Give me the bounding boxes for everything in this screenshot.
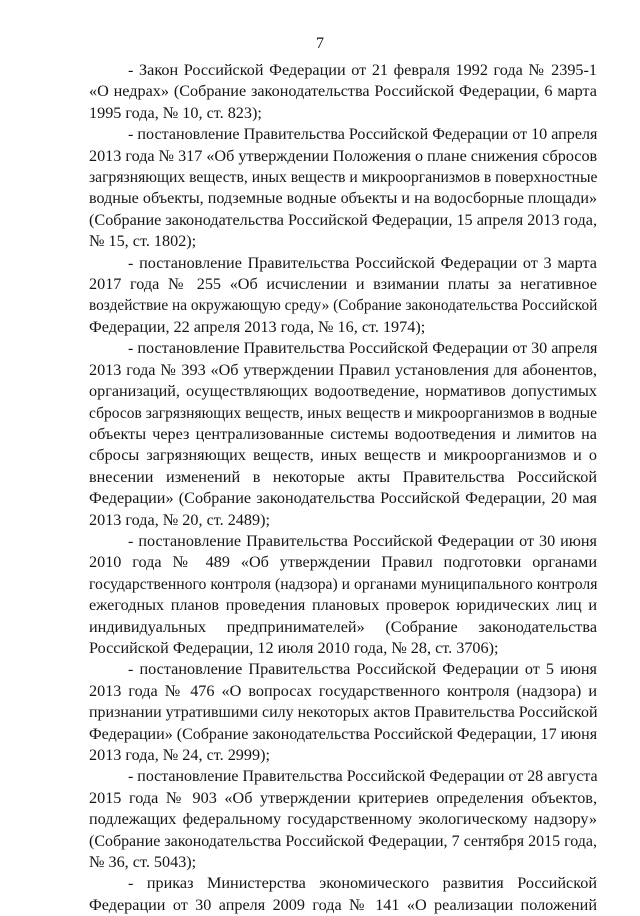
text-line: - постановление Правительства Российской Федерации от 3 марта	[128, 253, 597, 272]
text-line: - постановление Правительства Российской Федерации от 28 августа	[128, 768, 598, 786]
text-line: № 36, ст. 5043);	[89, 853, 197, 872]
text-line: 2013 года № 476 «О вопросах государственного контроля (надзора) и	[89, 681, 597, 700]
text-line: (Собрание законодательства Российской Федерации, 15 апреля 2013 года,	[89, 210, 597, 229]
text-line: ежегодных планов проведения плановых проверок юридических лиц и	[89, 596, 597, 615]
legal-reference-item	[89, 531, 597, 659]
text-line: сбросы загрязняющих веществ, иных веществ и микроорганизмов и о	[89, 446, 597, 465]
text-line: Федерации от 30 апреля 2009 года № 141 «О реализации положений	[89, 895, 597, 914]
text-line: - постановление Правительства Российской Федерации от 5 июня	[128, 660, 597, 679]
text-line: водные объекты, подземные водные объекты и на водосборные площади»	[89, 190, 597, 208]
legal-reference-item	[89, 124, 597, 252]
legal-reference-item	[89, 338, 597, 531]
text-line: 2013 года № 393 «Об утверждении Правил установления для абонентов,	[89, 360, 597, 379]
text-line: признании утратившими силу некоторых актов Правительства Российской	[89, 704, 598, 722]
text-line: 2017 года № 255 «Об исчислении и взимании платы за негативное	[89, 275, 597, 294]
text-line: Федерации» (Собрание законодательства Российской Федерации, 20 мая	[89, 489, 597, 508]
text-line: - постановление Правительства Российской Федерации от 30 апреля	[128, 340, 598, 358]
legal-reference-item	[89, 253, 597, 339]
legal-reference-item	[89, 659, 597, 766]
text-line: «О недрах» (Собрание законодательства Российской Федерации, 6 марта	[89, 82, 597, 101]
text-line: внесении изменений в некоторые акты Правительства Российской	[89, 467, 597, 486]
text-line: государственного контроля (надзора) и органами муниципального контроля	[89, 575, 598, 593]
text-line: Федерации, 22 апреля 2013 года, № 16, ст. 1974);	[89, 317, 426, 336]
text-line: 1995 года, № 10, ст. 823);	[89, 103, 262, 122]
text-line: - постановление Правительства Российской Федерации от 10 апреля	[128, 126, 598, 144]
legal-reference-item	[89, 766, 597, 873]
text-line: 2013 года № 317 «Об утверждении Положения о плане снижения сбросов	[89, 147, 598, 165]
text-line: объекты через централизованные системы водоотведения и лимитов на	[89, 424, 597, 443]
text-line: Российской Федерации, 12 июля 2010 года, № 28, ст. 3706);	[89, 638, 499, 657]
text-line: - постановление Правительства Российской Федерации от 30 июня	[128, 531, 597, 550]
text-line: подлежащих федеральному государственному экологическому надзору»	[89, 810, 597, 829]
text-line: 2010 года № 489 «Об утверждении Правил подготовки органами	[89, 553, 597, 572]
text-line: - Закон Российской Федерации от 21 февраля 1992 года № 2395-1	[128, 61, 597, 79]
text-line: (Собрание законодательства Российской Федерации, 7 сентября 2015 года,	[89, 832, 597, 850]
text-line: индивидуальных предпринимателей» (Собрание законодательства	[89, 617, 597, 636]
text-line: загрязняющих веществ, иных веществ и микроорганизмов в поверхностные	[89, 169, 598, 187]
legal-reference-item	[89, 873, 597, 916]
legal-references-list	[89, 60, 597, 916]
legal-reference-item	[89, 60, 597, 124]
text-line: - приказ Министерства экономического развития Российской	[128, 874, 597, 893]
text-line: 2013 года, № 24, ст. 2999);	[89, 746, 270, 764]
text-line: воздействие на окружающую среду» (Собрание законодательства Российской	[89, 297, 598, 315]
text-line: Федерации» (Собрание законодательства Российской Федерации, 17 июня	[89, 725, 598, 743]
text-line: сбросов загрязняющих веществ, иных веществ и микроорганизмов в водные	[89, 404, 597, 422]
text-line: № 15, ст. 1802);	[89, 232, 197, 251]
text-line: организаций, осуществляющих водоотведение, нормативов допустимых	[89, 382, 597, 401]
page-number: 7	[316, 35, 324, 52]
text-line: 2015 года № 903 «Об утверждении критериев определения объектов,	[89, 788, 597, 807]
text-line: 2013 года, № 20, ст. 2489);	[89, 510, 270, 529]
